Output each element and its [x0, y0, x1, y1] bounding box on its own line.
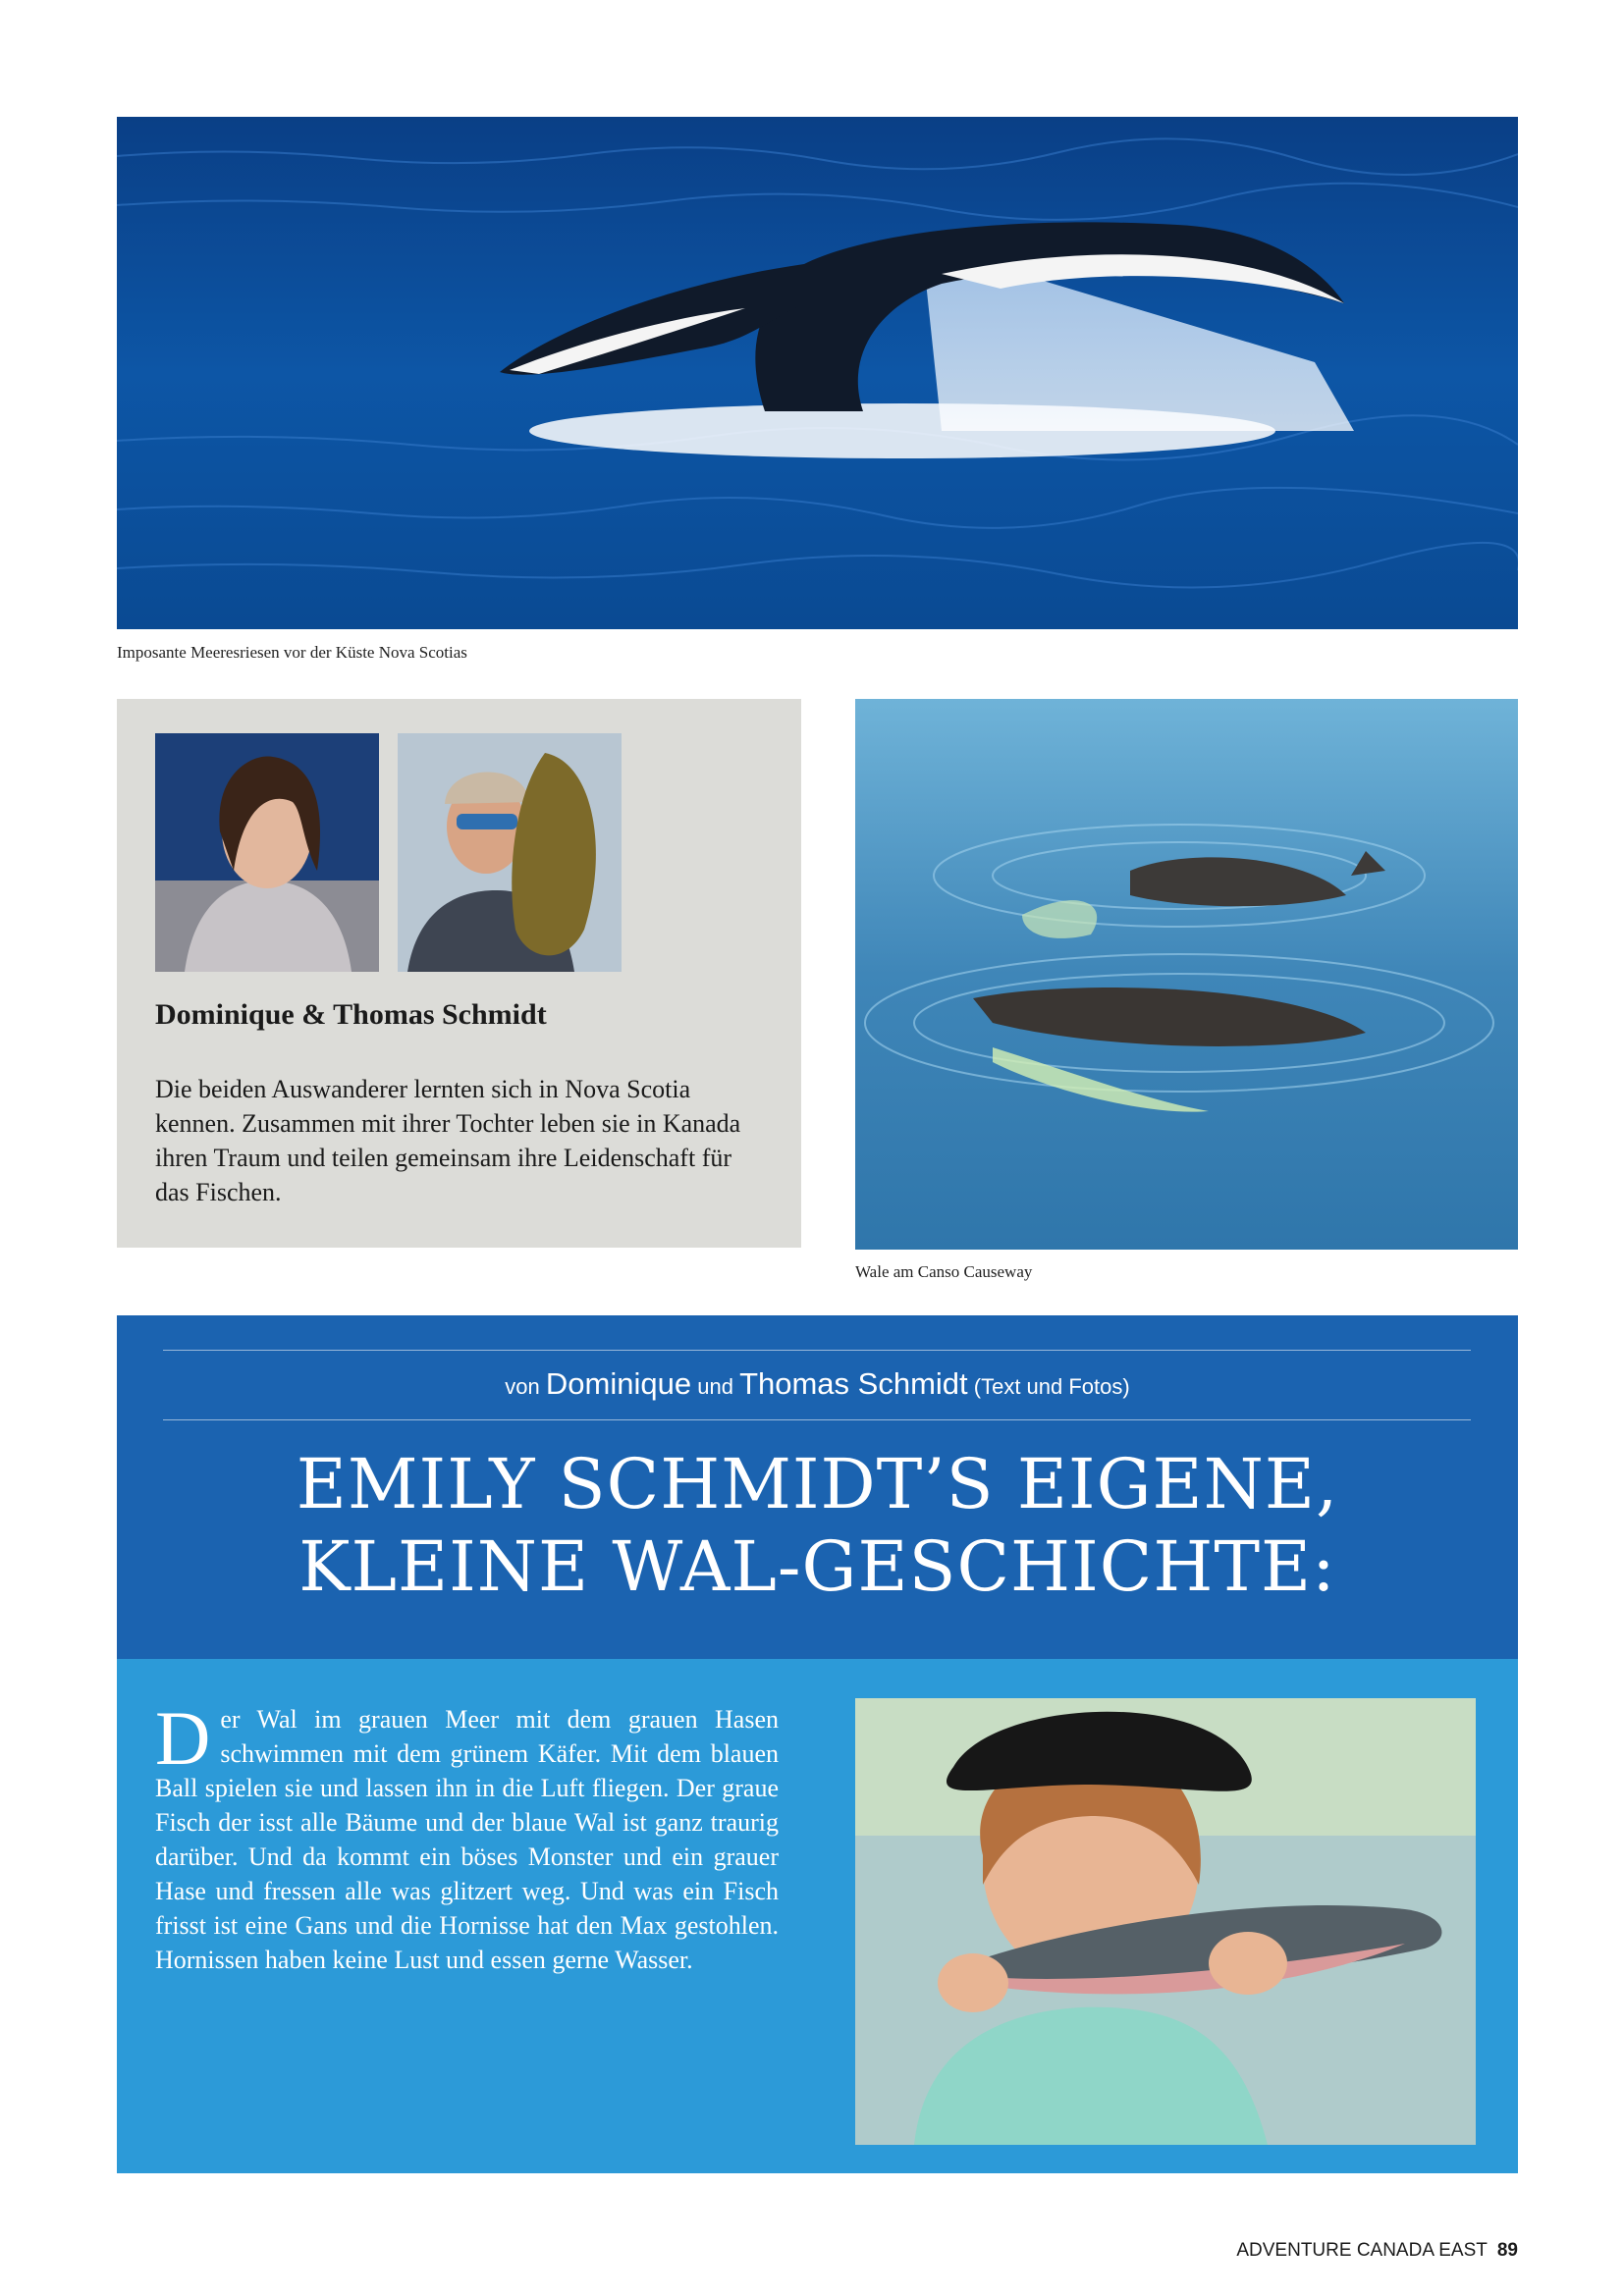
bio-text: Die beiden Auswanderer lernten sich in Nova Scotia kennen. Zusammen mit ihrer Tochter leben sie in Kanada ihren Traum und teilen gemeinsam ihre Leidenschaft für das Fischen. — [155, 1075, 741, 1206]
story-text — [155, 1695, 779, 1977]
rule-top — [163, 1350, 1471, 1351]
author-bio-box — [117, 699, 801, 1248]
hero-caption: Imposante Meeresriesen vor der Küste Nova Scotias — [117, 643, 467, 662]
byline-author-2: Thomas Schmidt — [739, 1366, 968, 1401]
page-footer — [1236, 2240, 1518, 2262]
story-dropcap: D — [155, 1695, 211, 1781]
story-body: er Wal im grauen Meer mit dem grauen Hasen schwimmen mit dem grünem Käfer. Mit dem blauen Ball spielen sie und lassen ihn in die Luft fliegen. Der graue Fisch der isst alle Bäume und der blaue Wal ist ganz traurig darüber. Und da kommt ein böses Monster und ein grauer Hase und fressen alle was glitzert weg. Und was ein Fisch frisst ist eine Gans und die Hornisse hat den Max gestohlen. Hornissen haben keine Lust und essen gerne Wasser. — [155, 1705, 779, 1974]
whale-tail-photo — [117, 117, 1518, 629]
byline — [117, 1366, 1518, 1402]
rule-bottom — [163, 1419, 1471, 1420]
whales-photo — [855, 699, 1518, 1250]
whales-caption: Wale am Canso Causeway — [855, 1262, 1033, 1281]
article-header — [117, 1315, 1518, 1659]
byline-credit: (Text und Fotos) — [973, 1374, 1130, 1399]
portrait-thomas — [398, 733, 622, 972]
title-line-1: EMILY SCHMIDT’S EIGENE, — [296, 1444, 1339, 1524]
magazine-name: ADVENTURE CANADA EAST — [1236, 2240, 1488, 2261]
byline-und: und — [697, 1374, 733, 1399]
byline-author-1: Dominique — [545, 1366, 692, 1401]
byline-von: von — [505, 1374, 540, 1399]
girl-with-fish-photo — [855, 1698, 1476, 2145]
bio-name: Dominique & Thomas Schmidt — [155, 998, 547, 1031]
portrait-dominique — [155, 733, 379, 972]
page-number: 89 — [1496, 2240, 1518, 2261]
title-line-2: KLEINE WAL-GESCHICHTE: — [298, 1526, 1336, 1607]
article-title — [117, 1443, 1518, 1608]
story-box — [117, 1659, 1518, 2173]
